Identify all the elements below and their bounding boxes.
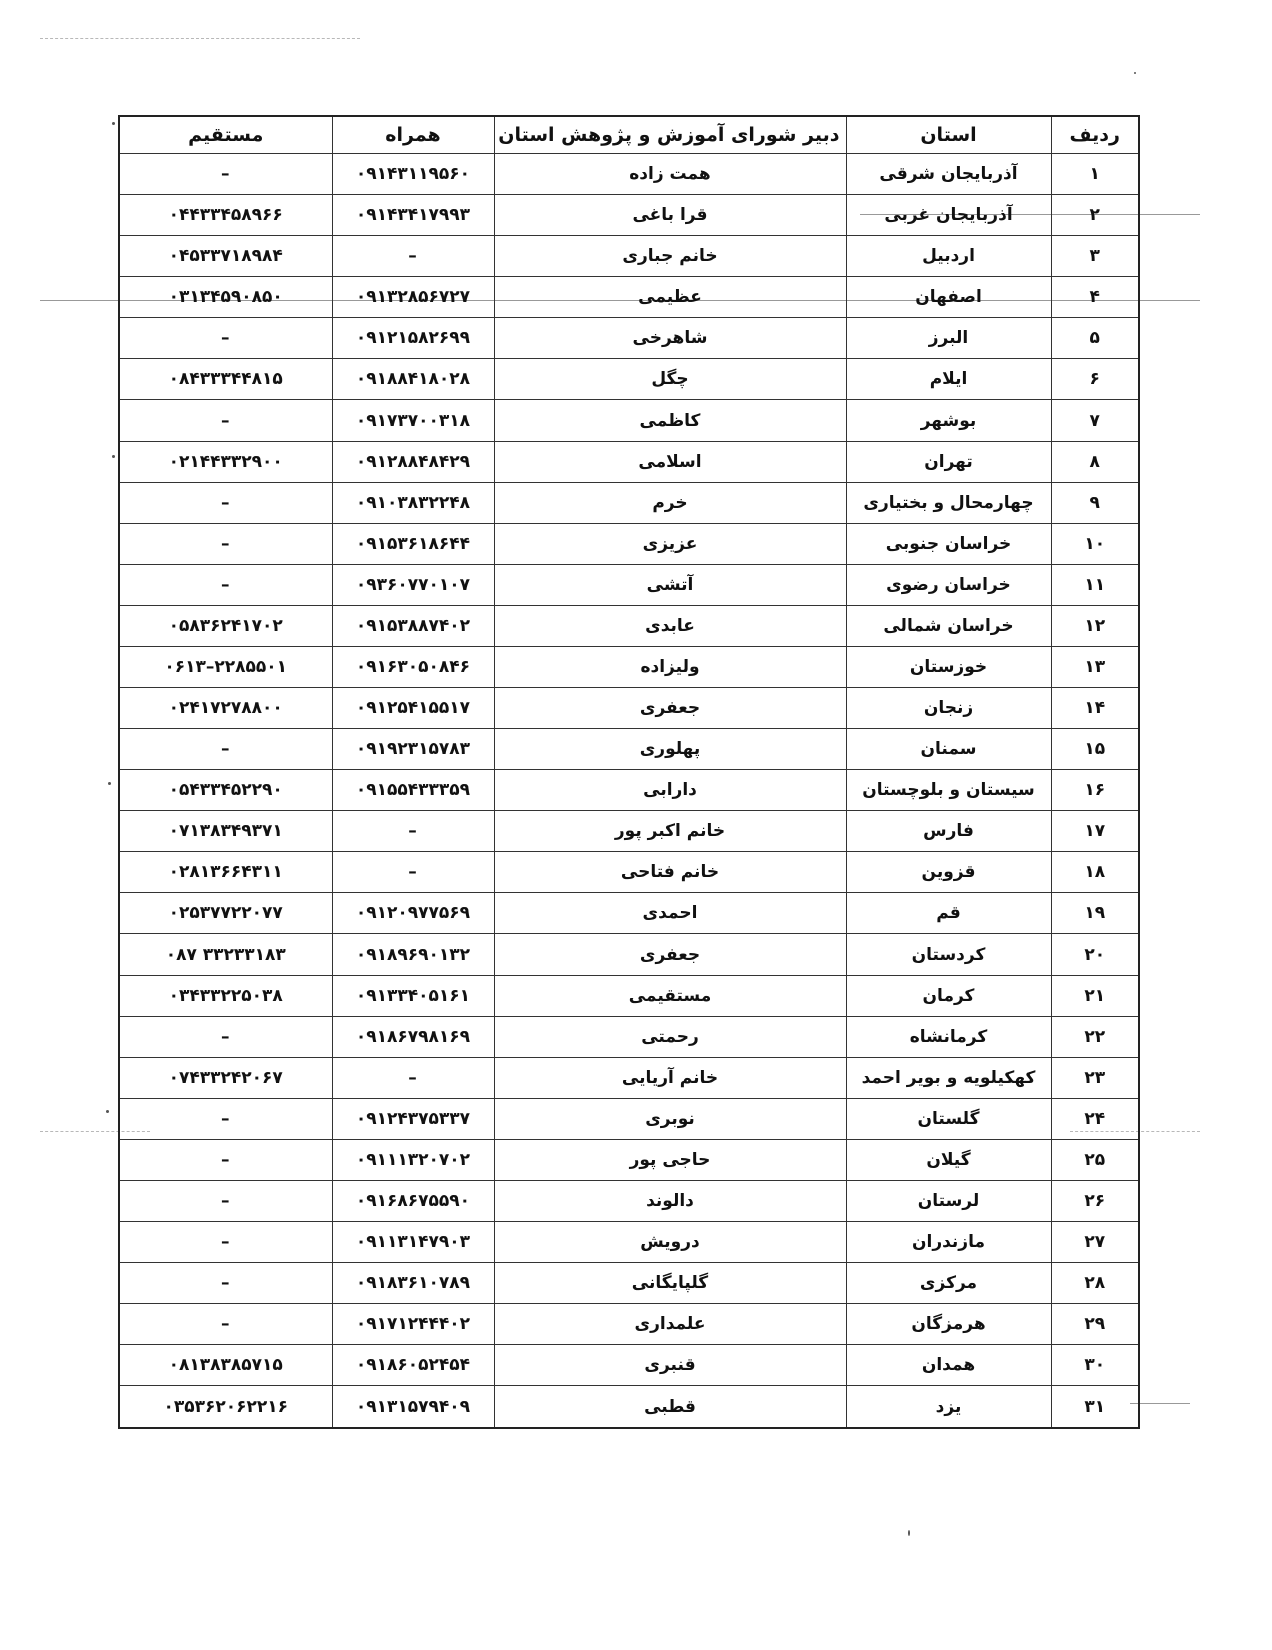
province-cell: سمنان xyxy=(846,729,1051,770)
secretary-cell: همت زاده xyxy=(494,154,846,195)
row-number-cell: ۹ xyxy=(1051,482,1139,523)
table-row xyxy=(119,1304,1139,1345)
mobile-cell: – xyxy=(332,236,494,277)
table-row xyxy=(119,975,1139,1016)
province-cell: چهارمحال و بختیاری xyxy=(846,482,1051,523)
direct-phone-cell: – xyxy=(119,1139,332,1180)
province-cell: همدان xyxy=(846,1345,1051,1386)
mobile-cell: ۰۹۱۳۳۴۰۵۱۶۱ xyxy=(332,975,494,1016)
secretary-cell: خانم اکبر پور xyxy=(494,811,846,852)
direct-phone-cell: – xyxy=(119,729,332,770)
direct-phone-cell: ۰۵۴۳۳۴۵۲۲۹۰ xyxy=(119,770,332,811)
province-cell: خوزستان xyxy=(846,646,1051,687)
province-cell: قم xyxy=(846,893,1051,934)
secretary-cell: عزیزی xyxy=(494,523,846,564)
direct-phone-cell: – xyxy=(119,400,332,441)
direct-phone-cell: ۰۳۵۳۶۲۰۶۲۲۱۶ xyxy=(119,1386,332,1428)
header-direct: مستقیم xyxy=(119,116,332,154)
direct-phone-cell: – xyxy=(119,523,332,564)
secretary-cell: ولیزاده xyxy=(494,646,846,687)
province-cell: کرمان xyxy=(846,975,1051,1016)
direct-phone-cell: ۰۲۸۱۳۶۶۴۳۱۱ xyxy=(119,852,332,893)
mobile-cell: ۰۹۱۶۸۶۷۵۵۹۰ xyxy=(332,1180,494,1221)
header-row-number: ردیف xyxy=(1051,116,1139,154)
row-number-cell: ۲۹ xyxy=(1051,1304,1139,1345)
row-number-cell: ۱۴ xyxy=(1051,688,1139,729)
mobile-cell: – xyxy=(332,1057,494,1098)
secretary-cell: کاظمی xyxy=(494,400,846,441)
table-row xyxy=(119,646,1139,687)
scan-speck xyxy=(106,1110,109,1113)
direct-phone-cell: ۰۸۷ ۳۳۲۳۳۱۸۳ xyxy=(119,934,332,975)
direct-phone-cell: – xyxy=(119,154,332,195)
mobile-cell: ۰۹۱۵۳۸۸۷۴۰۲ xyxy=(332,605,494,646)
mobile-cell: ۰۹۱۴۳۱۱۹۵۶۰ xyxy=(332,154,494,195)
direct-phone-cell: – xyxy=(119,1180,332,1221)
secretary-cell: آتشی xyxy=(494,564,846,605)
mobile-cell: ۰۹۱۳۲۸۵۶۷۲۷ xyxy=(332,277,494,318)
scan-artifact-line xyxy=(40,38,360,39)
province-cell: کهکیلویه و بویر احمد xyxy=(846,1057,1051,1098)
table-row xyxy=(119,154,1139,195)
header-mobile: همراه xyxy=(332,116,494,154)
mobile-cell: ۰۹۱۵۳۶۱۸۶۴۴ xyxy=(332,523,494,564)
direct-phone-cell: – xyxy=(119,318,332,359)
row-number-cell: ۲۰ xyxy=(1051,934,1139,975)
province-cell: هرمزگان xyxy=(846,1304,1051,1345)
province-cell: اصفهان xyxy=(846,277,1051,318)
table-row xyxy=(119,441,1139,482)
row-number-cell: ۶ xyxy=(1051,359,1139,400)
table-row xyxy=(119,195,1139,236)
table-row xyxy=(119,1386,1139,1428)
provincial-secretaries-table xyxy=(118,115,1140,1429)
secretary-cell: خانم آریایی xyxy=(494,1057,846,1098)
table-row xyxy=(119,934,1139,975)
direct-phone-cell: – xyxy=(119,1016,332,1057)
province-cell: آذربایجان غربی xyxy=(846,195,1051,236)
row-number-cell: ۱۹ xyxy=(1051,893,1139,934)
mobile-cell: ۰۹۱۸۶۰۵۲۴۵۴ xyxy=(332,1345,494,1386)
row-number-cell: ۱۱ xyxy=(1051,564,1139,605)
province-cell: خراسان رضوی xyxy=(846,564,1051,605)
table-row xyxy=(119,277,1139,318)
province-cell: فارس xyxy=(846,811,1051,852)
row-number-cell: ۳۱ xyxy=(1051,1386,1139,1428)
secretary-cell: عظیمی xyxy=(494,277,846,318)
province-cell: آذربایجان شرقی xyxy=(846,154,1051,195)
direct-phone-cell: ۰۸۴۳۳۳۴۴۸۱۵ xyxy=(119,359,332,400)
mobile-cell: ۰۹۱۱۱۳۲۰۷۰۲ xyxy=(332,1139,494,1180)
mobile-cell: ۰۹۱۲۱۵۸۲۶۹۹ xyxy=(332,318,494,359)
province-cell: زنجان xyxy=(846,688,1051,729)
secretary-cell: دارابی xyxy=(494,770,846,811)
secretary-cell: خانم جباری xyxy=(494,236,846,277)
row-number-cell: ۲۸ xyxy=(1051,1263,1139,1304)
mobile-cell: ۰۹۱۲۰۹۷۷۵۶۹ xyxy=(332,893,494,934)
table-row xyxy=(119,318,1139,359)
province-cell: سیستان و بلوچستان xyxy=(846,770,1051,811)
direct-phone-cell: ۰۷۴۳۳۲۴۲۰۶۷ xyxy=(119,1057,332,1098)
province-cell: مازندران xyxy=(846,1222,1051,1263)
table-row xyxy=(119,605,1139,646)
secretary-cell: خرم xyxy=(494,482,846,523)
mobile-cell: ۰۹۱۵۵۴۳۳۳۵۹ xyxy=(332,770,494,811)
secretary-cell: قطبی xyxy=(494,1386,846,1428)
secretary-cell: جعفری xyxy=(494,934,846,975)
table-row xyxy=(119,1263,1139,1304)
row-number-cell: ۲۶ xyxy=(1051,1180,1139,1221)
mobile-cell: ۰۹۱۸۸۴۱۸۰۲۸ xyxy=(332,359,494,400)
row-number-cell: ۱۸ xyxy=(1051,852,1139,893)
direct-phone-cell: ۰۸۱۳۸۳۸۵۷۱۵ xyxy=(119,1345,332,1386)
mobile-cell: – xyxy=(332,811,494,852)
row-number-cell: ۲ xyxy=(1051,195,1139,236)
table-row xyxy=(119,1222,1139,1263)
direct-phone-cell: ۰۳۴۳۳۲۲۵۰۳۸ xyxy=(119,975,332,1016)
direct-phone-cell: – xyxy=(119,482,332,523)
province-cell: خراسان جنوبی xyxy=(846,523,1051,564)
table-row xyxy=(119,893,1139,934)
table-row xyxy=(119,400,1139,441)
direct-phone-cell: ۰۲۵۳۷۷۲۲۰۷۷ xyxy=(119,893,332,934)
province-cell: لرستان xyxy=(846,1180,1051,1221)
scan-speck xyxy=(1134,72,1136,74)
table-row xyxy=(119,729,1139,770)
province-cell: اردبیل xyxy=(846,236,1051,277)
secretary-cell: جعفری xyxy=(494,688,846,729)
row-number-cell: ۱۰ xyxy=(1051,523,1139,564)
province-cell: یزد xyxy=(846,1386,1051,1428)
row-number-cell: ۵ xyxy=(1051,318,1139,359)
table-row xyxy=(119,564,1139,605)
province-cell: بوشهر xyxy=(846,400,1051,441)
row-number-cell: ۸ xyxy=(1051,441,1139,482)
secretary-cell: قرا باغی xyxy=(494,195,846,236)
row-number-cell: ۲۷ xyxy=(1051,1222,1139,1263)
row-number-cell: ۲۴ xyxy=(1051,1098,1139,1139)
table-row xyxy=(119,770,1139,811)
direct-phone-cell: ۰۴۴۳۳۴۵۸۹۶۶ xyxy=(119,195,332,236)
mobile-cell: ۰۹۱۲۵۴۱۵۵۱۷ xyxy=(332,688,494,729)
secretary-cell: عابدی xyxy=(494,605,846,646)
scan-speck xyxy=(908,1530,910,1536)
row-number-cell: ۱۶ xyxy=(1051,770,1139,811)
mobile-cell: ۰۹۱۳۱۵۷۹۴۰۹ xyxy=(332,1386,494,1428)
direct-phone-cell: – xyxy=(119,564,332,605)
direct-phone-cell: ۰۷۱۳۸۳۴۹۳۷۱ xyxy=(119,811,332,852)
direct-phone-cell: ۰۳۱۳۴۵۹۰۸۵۰ xyxy=(119,277,332,318)
table-row xyxy=(119,852,1139,893)
secretary-cell: پهلوری xyxy=(494,729,846,770)
row-number-cell: ۲۱ xyxy=(1051,975,1139,1016)
secretary-cell: گلپایگانی xyxy=(494,1263,846,1304)
mobile-cell: ۰۹۱۱۳۱۴۷۹۰۳ xyxy=(332,1222,494,1263)
secretary-cell: احمدی xyxy=(494,893,846,934)
mobile-cell: ۰۹۱۸۶۷۹۸۱۶۹ xyxy=(332,1016,494,1057)
table-row xyxy=(119,359,1139,400)
province-cell: گلستان xyxy=(846,1098,1051,1139)
header-province: استان xyxy=(846,116,1051,154)
row-number-cell: ۲۳ xyxy=(1051,1057,1139,1098)
table-row xyxy=(119,1016,1139,1057)
province-cell: ایلام xyxy=(846,359,1051,400)
row-number-cell: ۱ xyxy=(1051,154,1139,195)
table-row xyxy=(119,1057,1139,1098)
table-row xyxy=(119,1098,1139,1139)
direct-phone-cell: ۰۶۱۳–۲۲۸۵۵۰۱ xyxy=(119,646,332,687)
mobile-cell: ۰۹۱۶۳۰۵۰۸۴۶ xyxy=(332,646,494,687)
mobile-cell: – xyxy=(332,852,494,893)
secretary-cell: دالوند xyxy=(494,1180,846,1221)
mobile-cell: ۰۹۱۸۳۶۱۰۷۸۹ xyxy=(332,1263,494,1304)
mobile-cell: ۰۹۱۲۴۳۷۵۳۳۷ xyxy=(332,1098,494,1139)
province-cell: مرکزی xyxy=(846,1263,1051,1304)
mobile-cell: ۰۹۱۰۳۸۳۲۲۴۸ xyxy=(332,482,494,523)
scan-speck xyxy=(112,455,115,458)
table-header-row xyxy=(119,116,1139,154)
secretary-cell: اسلامی xyxy=(494,441,846,482)
direct-phone-cell: ۰۵۸۳۶۲۴۱۷۰۲ xyxy=(119,605,332,646)
secretary-cell: نوبری xyxy=(494,1098,846,1139)
table-row xyxy=(119,523,1139,564)
scan-speck xyxy=(108,782,111,785)
scan-speck xyxy=(112,122,115,125)
province-cell: خراسان شمالی xyxy=(846,605,1051,646)
row-number-cell: ۳۰ xyxy=(1051,1345,1139,1386)
mobile-cell: ۰۹۱۲۸۸۴۸۴۲۹ xyxy=(332,441,494,482)
direct-phone-cell: ۰۴۵۳۳۷۱۸۹۸۴ xyxy=(119,236,332,277)
province-cell: قزوین xyxy=(846,852,1051,893)
mobile-cell: ۰۹۱۴۳۴۱۷۹۹۳ xyxy=(332,195,494,236)
direct-phone-cell: ۰۲۱۴۴۳۳۲۹۰۰ xyxy=(119,441,332,482)
direct-phone-cell: – xyxy=(119,1304,332,1345)
row-number-cell: ۳ xyxy=(1051,236,1139,277)
header-secretary: دبیر شورای آموزش و پژوهش استان xyxy=(494,116,846,154)
mobile-cell: ۰۹۱۸۹۶۹۰۱۳۲ xyxy=(332,934,494,975)
mobile-cell: ۰۹۱۹۲۳۱۵۷۸۳ xyxy=(332,729,494,770)
row-number-cell: ۱۳ xyxy=(1051,646,1139,687)
province-cell: گیلان xyxy=(846,1139,1051,1180)
direct-phone-cell: ۰۲۴۱۷۲۷۸۸۰۰ xyxy=(119,688,332,729)
table-row xyxy=(119,811,1139,852)
table-row xyxy=(119,688,1139,729)
secretary-cell: قنبری xyxy=(494,1345,846,1386)
mobile-cell: ۰۹۱۷۱۲۴۴۴۰۲ xyxy=(332,1304,494,1345)
table-row xyxy=(119,1345,1139,1386)
table-row xyxy=(119,1139,1139,1180)
secretary-cell: مستقیمی xyxy=(494,975,846,1016)
row-number-cell: ۱۲ xyxy=(1051,605,1139,646)
secretary-cell: خانم فتاحی xyxy=(494,852,846,893)
row-number-cell: ۲۵ xyxy=(1051,1139,1139,1180)
province-cell: کردستان xyxy=(846,934,1051,975)
secretary-cell: چگل xyxy=(494,359,846,400)
row-number-cell: ۱۵ xyxy=(1051,729,1139,770)
row-number-cell: ۷ xyxy=(1051,400,1139,441)
province-cell: البرز xyxy=(846,318,1051,359)
direct-phone-cell: – xyxy=(119,1222,332,1263)
secretary-cell: علمداری xyxy=(494,1304,846,1345)
row-number-cell: ۱۷ xyxy=(1051,811,1139,852)
province-cell: تهران xyxy=(846,441,1051,482)
table-row xyxy=(119,482,1139,523)
secretary-cell: رحمتی xyxy=(494,1016,846,1057)
secretary-cell: درویش xyxy=(494,1222,846,1263)
direct-phone-cell: – xyxy=(119,1263,332,1304)
direct-phone-cell: – xyxy=(119,1098,332,1139)
mobile-cell: ۰۹۳۶۰۷۷۰۱۰۷ xyxy=(332,564,494,605)
province-cell: کرمانشاه xyxy=(846,1016,1051,1057)
table-row xyxy=(119,236,1139,277)
secretary-cell: حاجی پور xyxy=(494,1139,846,1180)
row-number-cell: ۲۲ xyxy=(1051,1016,1139,1057)
mobile-cell: ۰۹۱۷۳۷۰۰۳۱۸ xyxy=(332,400,494,441)
row-number-cell: ۴ xyxy=(1051,277,1139,318)
table-row xyxy=(119,1180,1139,1221)
secretary-cell: شاهرخی xyxy=(494,318,846,359)
